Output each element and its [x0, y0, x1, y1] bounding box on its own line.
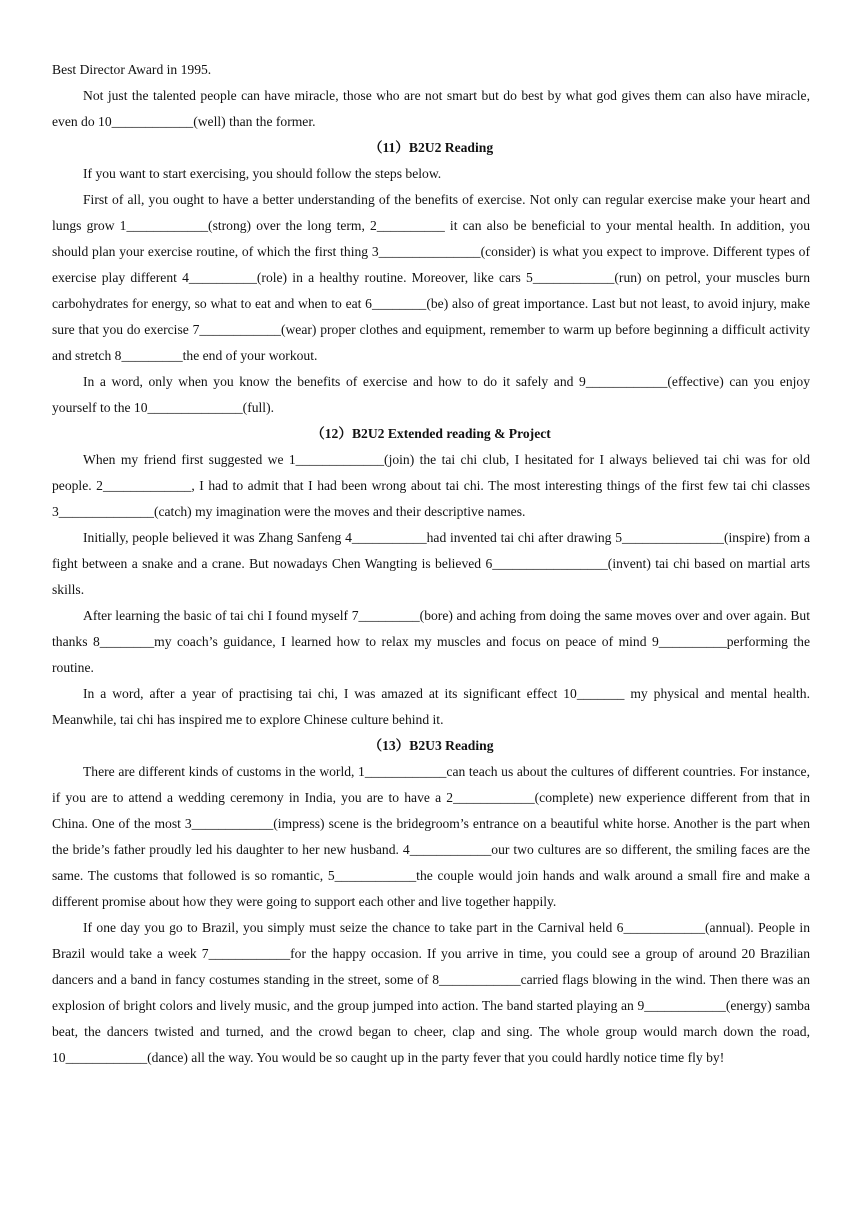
- continuation-line: Best Director Award in 1995.: [52, 62, 212, 77]
- paragraph: After learning the basic of tai chi I found myself 7_________(bore) and aching from doing the same moves over and over again. But thanks 8________my coach’s guidance, I learned how to relax my muscles and focus on peace of mind 9__________performing the routine.: [52, 608, 810, 675]
- paragraph: Initially, people believed it was Zhang Sanfeng 4___________had invented tai chi after drawing 5_______________(inspire) from a fight between a snake and a crane. But nowadays Chen Wangting is believed 6_________________(invent) tai chi based on martial arts skills.: [52, 530, 810, 597]
- section-heading-11: （11）B2U2 Reading: [368, 140, 494, 155]
- paragraph: First of all, you ought to have a better understanding of the benefits of exercise. Not only can regular exercise make your heart and lungs grow 1____________(strong) over the long term, 2__________ it can also be beneficial to your mental health. In addition, you should plan your exercise routine, of which the first thing 3_______________(consider) is what you expect to improve. Different types of exercise play different 4__________(role) in a healthy routine. Moreover, like cars 5____________(run) on petrol, your muscles burn carbohydrates for energy, so what to eat and when to eat 6________(be) also of great importance. Last but not least, to avoid injury, make sure that you do exercise 7____________(wear) proper clothes and equipment, remember to warm up before beginning a difficult activity and stretch 8_________the end of your workout.: [52, 192, 810, 363]
- paragraph: In a word, only when you know the benefits of exercise and how to do it safely and 9____________(effective) can you enjoy yourself to the 10______________(full).: [52, 374, 810, 415]
- paragraph: When my friend first suggested we 1_____________(join) the tai chi club, I hesitated for I always believed tai chi was for old people. 2_____________, I had to admit that I had been wrong about tai chi. The most interesting things of the first few tai chi classes 3______________(catch) my imagination were the moves and their descriptive names.: [52, 452, 810, 519]
- paragraph: Not just the talented people can have miracle, those who are not smart but do best by what god gives them can also have miracle, even do 10____________(well) than the former.: [52, 88, 810, 129]
- paragraph: If one day you go to Brazil, you simply must seize the chance to take part in the Carnival held 6____________(annual). People in Brazil would take a week 7____________for the happy occasion. If you arrive in time, you could see a group of around 20 Brazilian dancers and a band in fancy costumes standing in the street, some of 8____________carried flags blowing in the wind. Then there was an explosion of bright colors and lively music, and the group jumped into action. The band started playing an 9____________(energy) samba beat, the dancers twisted and turned, and the crowd began to cheer, clap and sing. The whole group would march down the road, 10____________(dance) all the way. You would be so caught up in the party fever that you could hardly notice time fly by!: [52, 920, 810, 1065]
- section-heading-13: （13）B2U3 Reading: [368, 738, 494, 753]
- paragraph: In a word, after a year of practising tai chi, I was amazed at its significant effect 10_______ my physical and mental health. Meanwhile, tai chi has inspired me to explore Chinese culture behind it.: [52, 686, 810, 727]
- paragraph: There are different kinds of customs in the world, 1____________can teach us about the cultures of different countries. For instance, if you are to attend a wedding ceremony in India, you are to have a 2____________(complete) new experience different from that in China. One of the most 3____________(impress) scene is the bridegroom’s entrance on a beautiful white horse. Another is the part when the bride’s father proudly led his daughter to her new husband. 4____________our two cultures are so different, the smiling faces are the same. The customs that followed is so romantic, 5____________the couple would join hands and walk around a small fire and make a different promise about how they were going to support each other and live together happily.: [52, 764, 810, 909]
- paragraph: If you want to start exercising, you should follow the steps below.: [83, 166, 442, 181]
- section-heading-12: （12）B2U2 Extended reading & Project: [311, 426, 551, 441]
